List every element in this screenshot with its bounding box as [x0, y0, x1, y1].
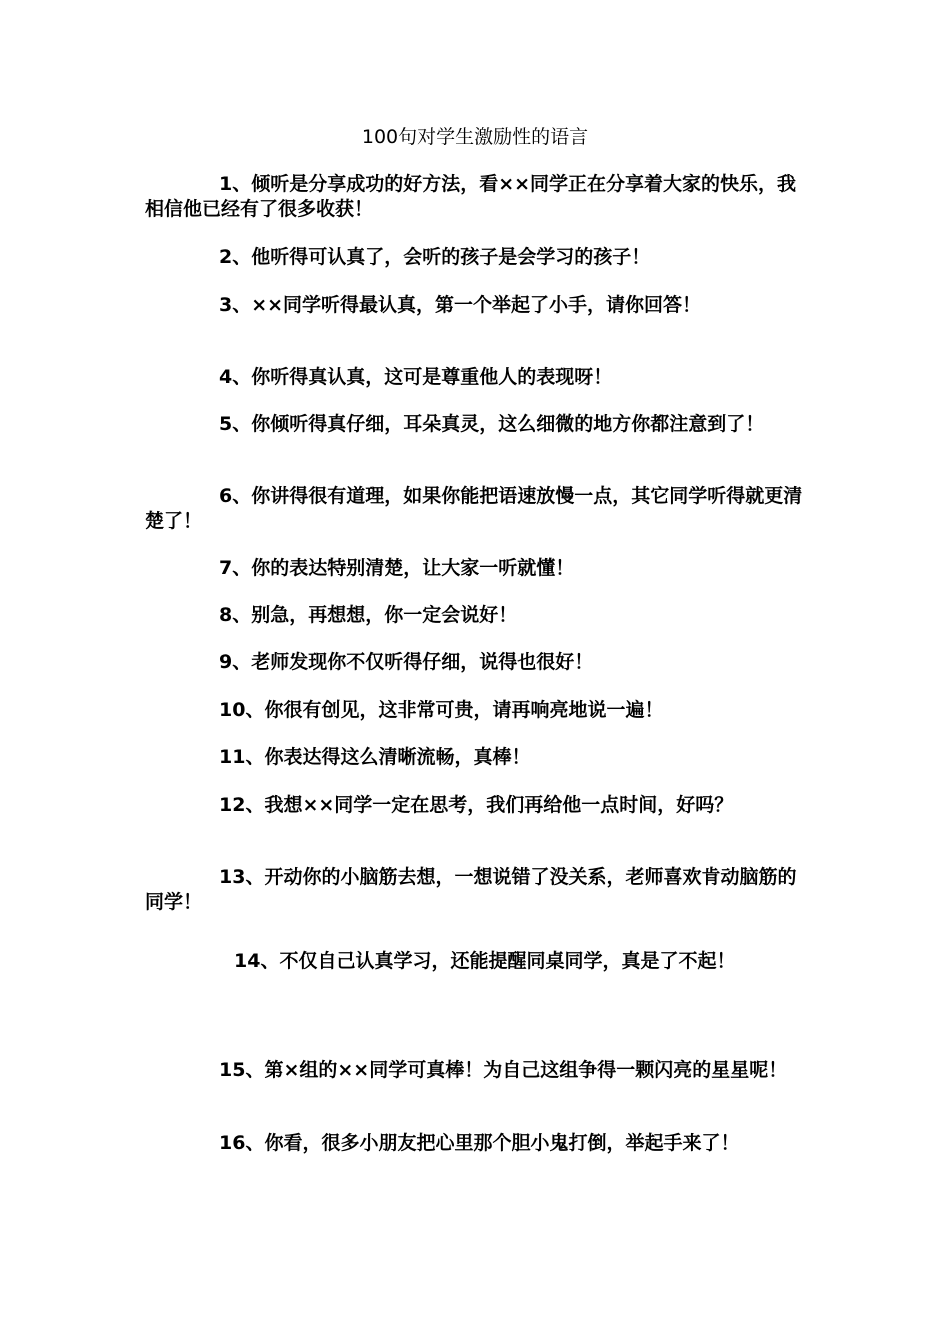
paragraph-15: 15、第×组的××同学可真棒！为自己这组争得一颗闪亮的星星呢！: [219, 1059, 788, 1081]
paragraph-7: 7、你的表达特别清楚，让大家一听就懂！: [219, 557, 575, 579]
paragraph-14: 14、不仅自己认真学习，还能提醒同桌同学，真是了不起！: [234, 950, 736, 972]
paragraph-13: 13、开动你的小脑筋去想，一想说错了没关系，老师喜欢肯动脑筋的同学！: [145, 866, 797, 913]
paragraph-1: 1、倾听是分享成功的好方法，看××同学正在分享着大家的快乐，我相信他已经有了很多收获！: [145, 173, 797, 220]
paragraph-3: 3、××同学听得最认真，第一个举起了小手，请你回答！: [219, 294, 702, 316]
paragraph-5: 5、你倾听得真仔细，耳朵真灵，这么细微的地方你都注意到了！: [219, 413, 765, 435]
paragraph-4: 4、你听得真认真，这可是尊重他人的表现呀！: [219, 366, 613, 388]
paragraph-2: 2、他听得可认真了，会听的孩子是会学习的孩子！: [219, 246, 651, 268]
paragraph-16: 16、你看，很多小朋友把心里那个胆小鬼打倒，举起手来了！: [219, 1132, 740, 1154]
paragraph-10: 10、你很有创见，这非常可贵，请再响亮地说一遍！: [219, 699, 664, 721]
paragraph-9: 9、老师发现你不仅听得仔细，说得也很好！: [219, 651, 594, 673]
paragraph-12: 12、我想××同学一定在思考，我们再给他一点时间，好吗？: [219, 794, 734, 816]
document-title: 100句对学生激励性的语言: [361, 126, 589, 148]
paragraph-11: 11、你表达得这么清晰流畅，真棒！: [219, 746, 531, 768]
paragraph-6: 6、你讲得很有道理，如果你能把语速放慢一点，其它同学听得就更清楚了！: [145, 485, 803, 532]
paragraph-8: 8、别急，再想想，你一定会说好！: [219, 604, 518, 626]
